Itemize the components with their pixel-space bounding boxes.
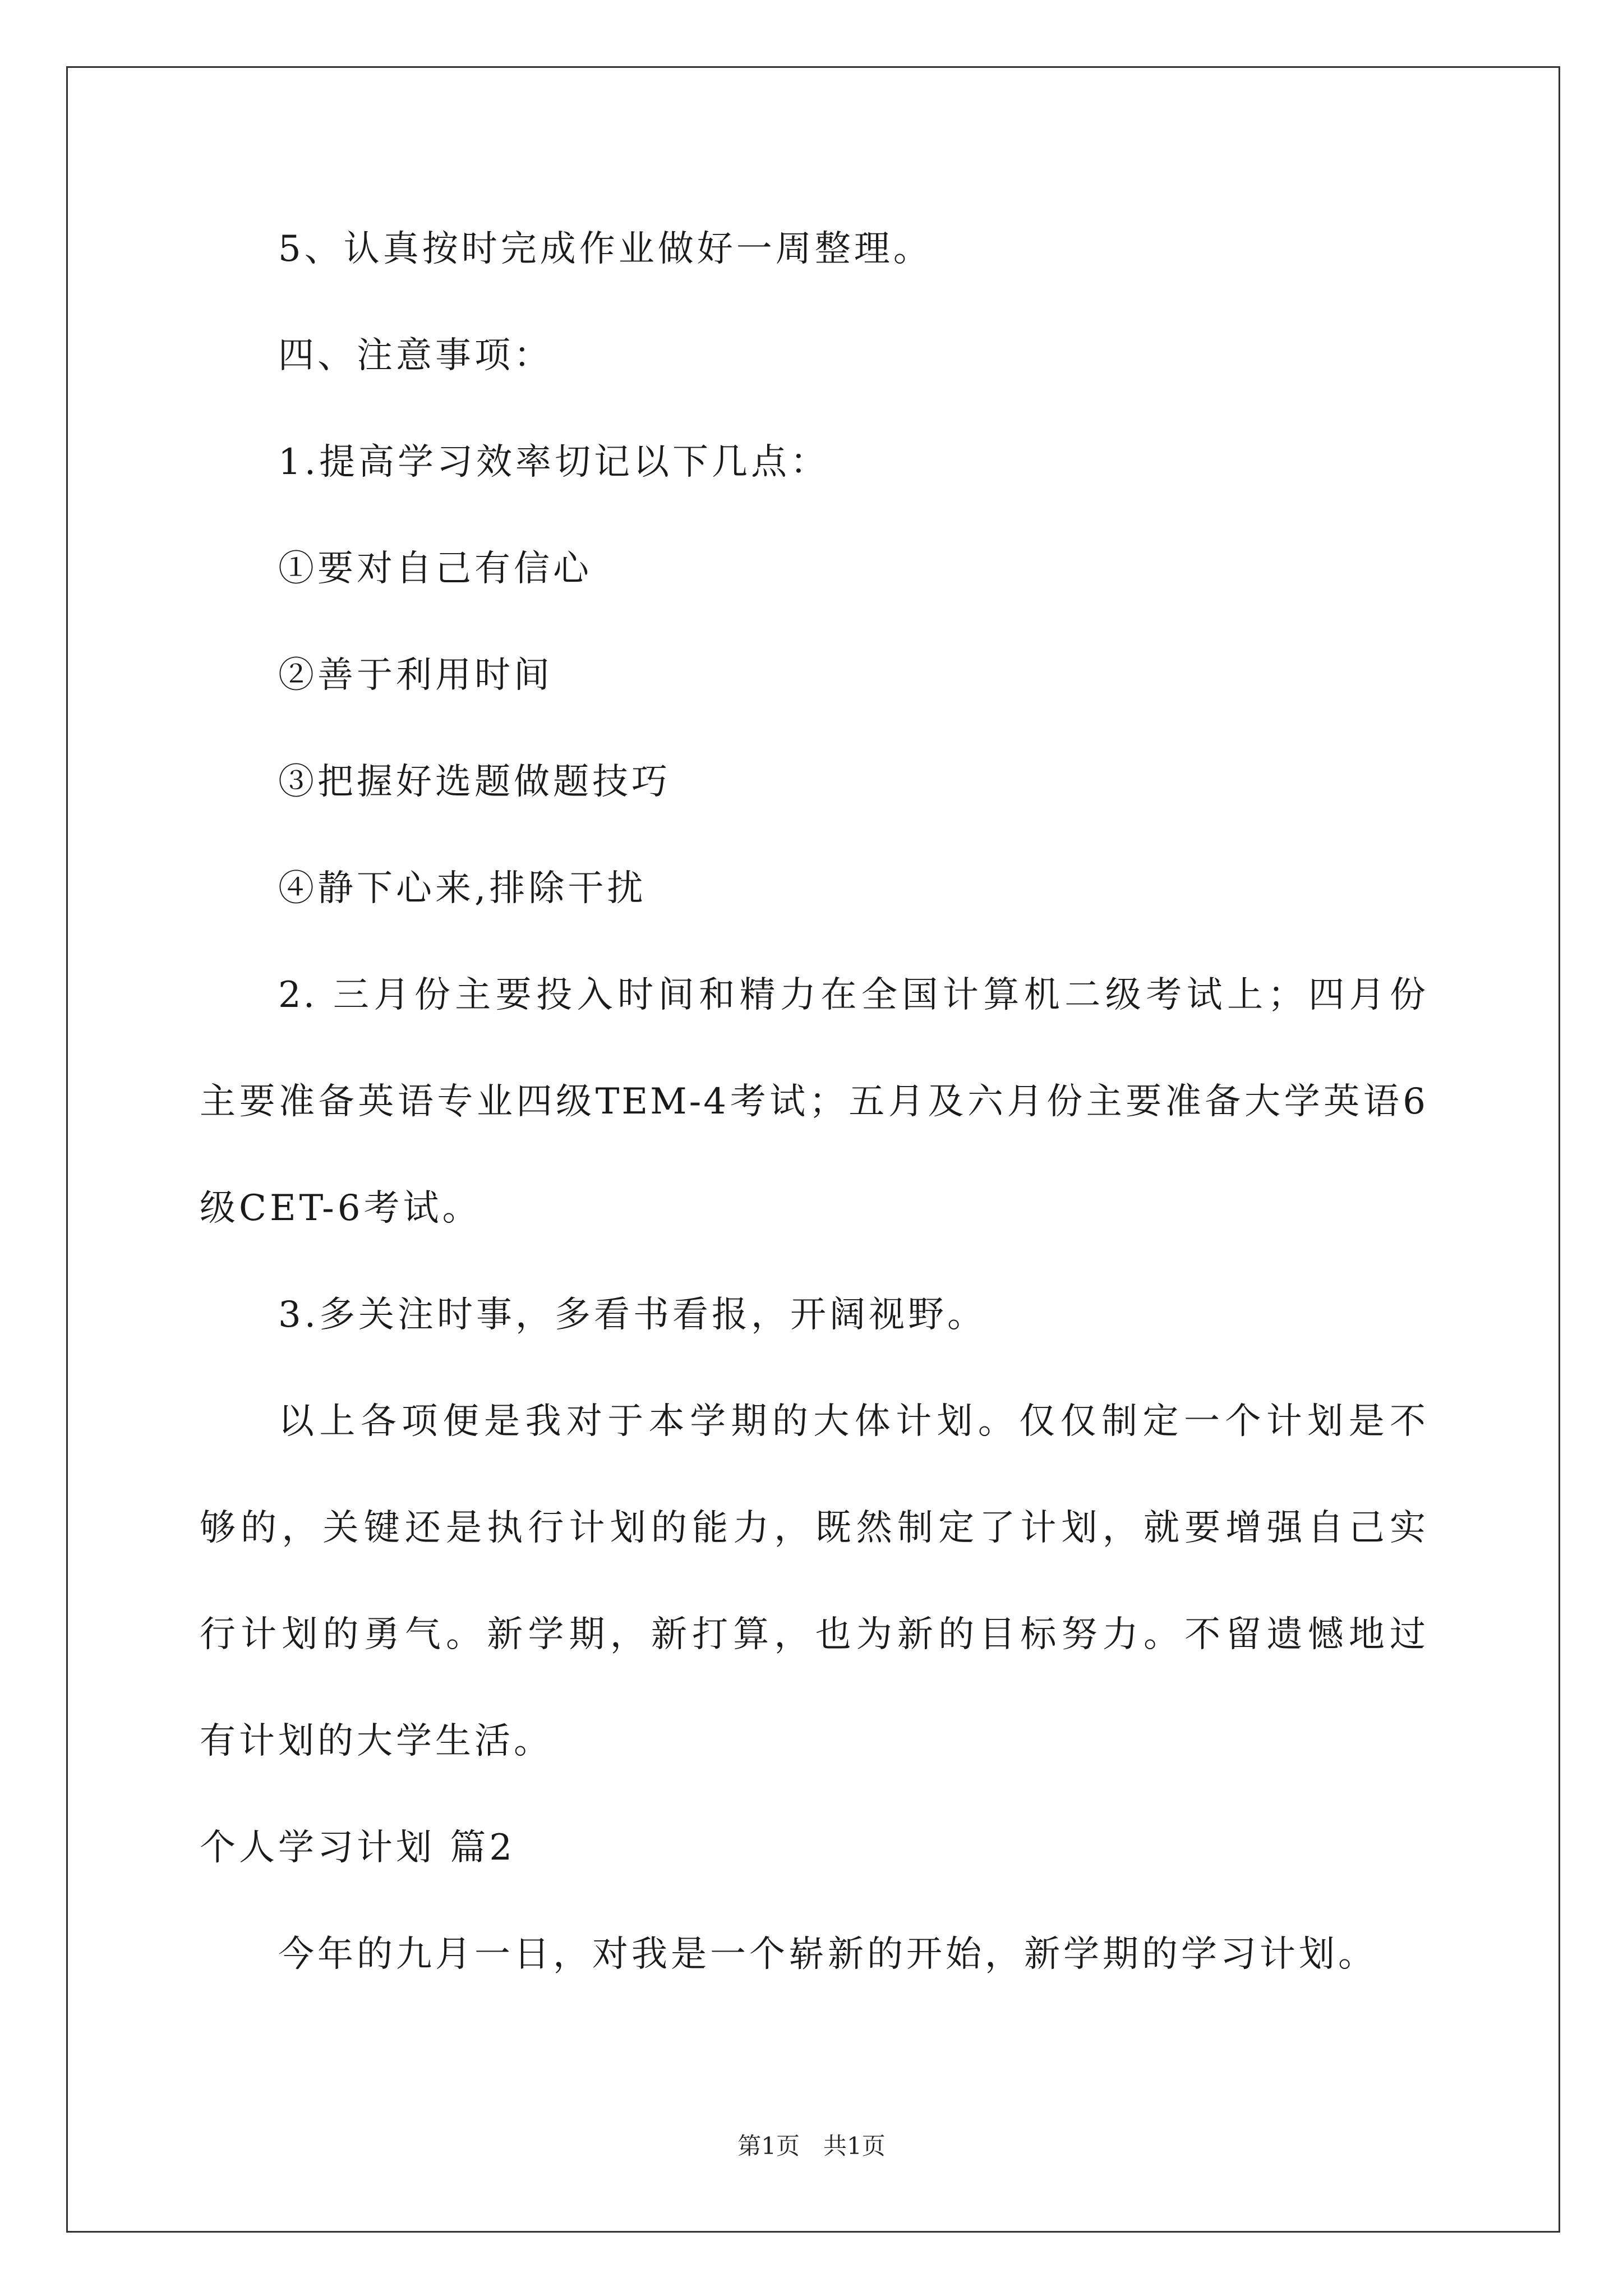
tip-2-text: ②善于利用时间: [278, 655, 553, 696]
note-2-line-2: 主要准备英语专业四级TEM-4考试；五月及六月份主要准备大学英语6: [200, 1081, 1428, 1122]
summary-line-4: 有计划的大学生活。: [200, 1720, 553, 1762]
article-2-first-line: 今年的九月一日，对我是一个崭新的开始，新学期的学习计划。: [278, 1934, 1377, 1975]
summary-line-3: 行计划的勇气。新学期，新打算，也为新的目标努力。不留遗憾地过: [200, 1614, 1428, 1655]
note-1-text: 1.提高学习效率切记以下几点：: [278, 441, 830, 483]
summary-line-2: 够的，关键还是执行计划的能力，既然制定了计划，就要增强自己实: [200, 1507, 1428, 1549]
article-heading: 个人学习计划 篇2: [200, 1827, 516, 1869]
note-3-text: 3.多关注时事，多看书看报，开阔视野。: [278, 1294, 987, 1336]
note-2-line-1: 2. 三月份主要投入时间和精力在全国计算机二级考试上；四月份: [278, 974, 1428, 1016]
page-frame: [66, 66, 1560, 2233]
note-2-line-3: 级CET-6考试。: [200, 1188, 482, 1229]
section-heading-notes: 四、注意事项：: [278, 335, 553, 376]
tip-4-text: ④静下心来,排除干扰: [278, 868, 647, 909]
tip-1-text: ①要对自己有信心: [278, 548, 592, 590]
tip-3-text: ③把握好选题做题技巧: [278, 761, 671, 803]
page-footer: 第1页 共1页: [737, 2132, 886, 2160]
item-5-text: 5、认真按时完成作业做好一周整理。: [278, 228, 933, 270]
summary-line-1: 以上各项便是我对于本学期的大体计划。仅仅制定一个计划是不: [278, 1401, 1428, 1442]
